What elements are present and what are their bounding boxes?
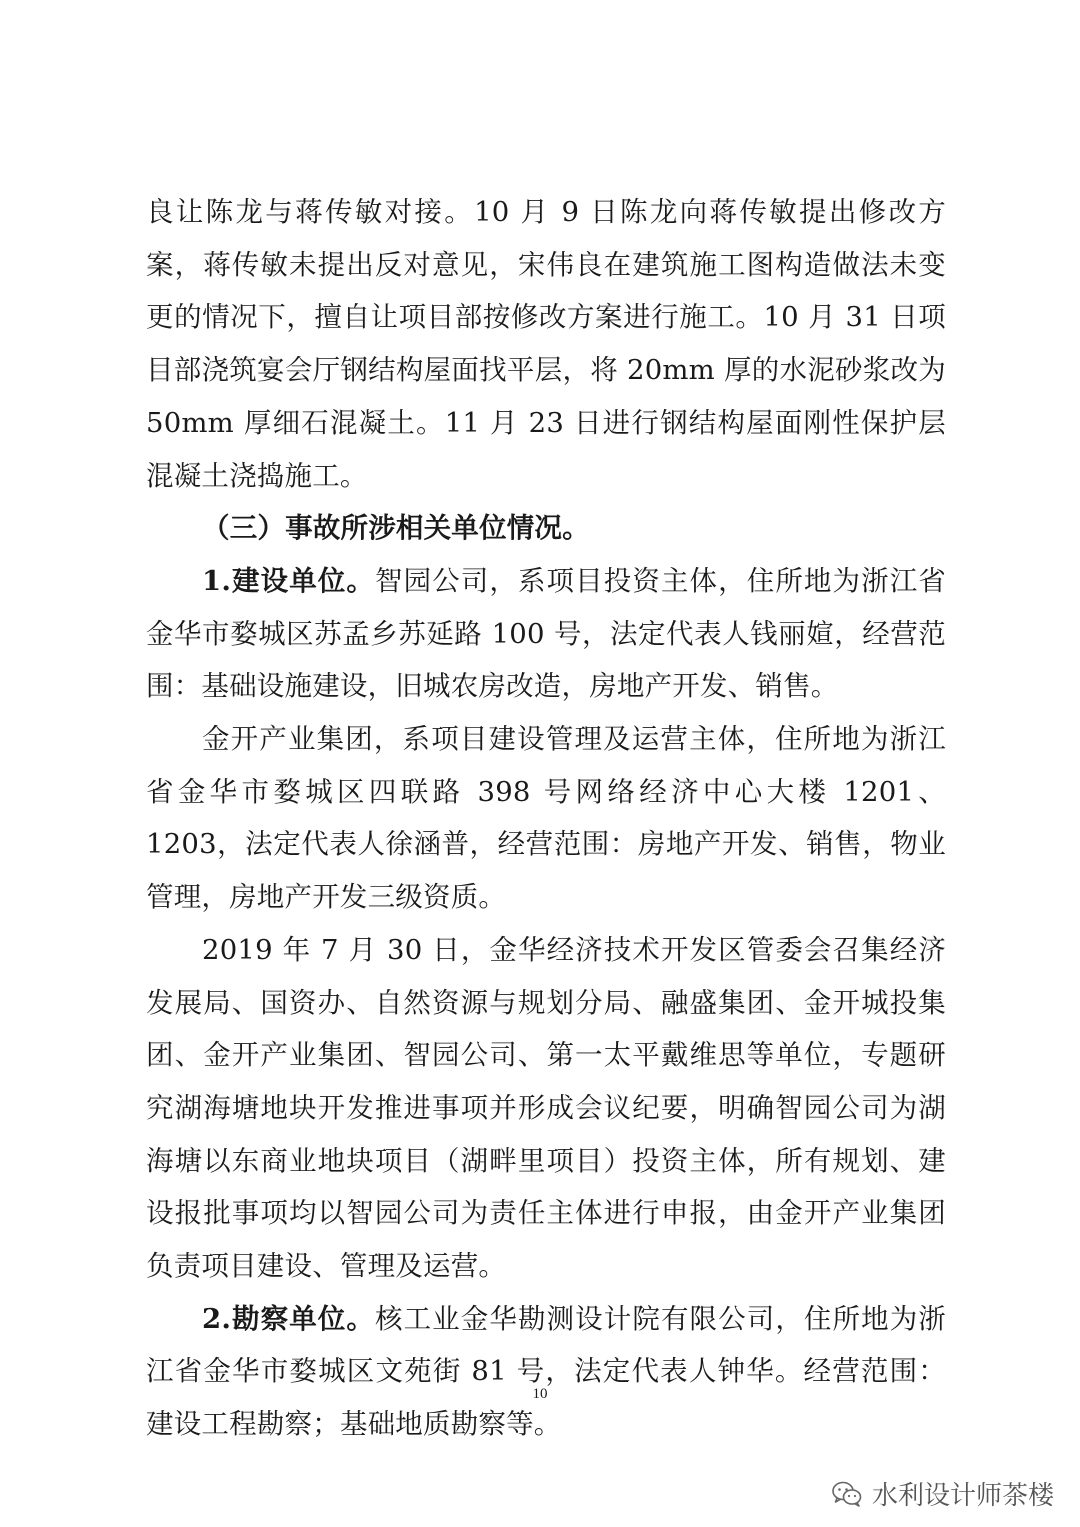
wechat-icon — [832, 1481, 862, 1507]
paragraph-lead: 1.建设单位。 — [202, 564, 375, 597]
paragraph-construction-unit — [146, 555, 946, 713]
section-heading: （三）事故所涉相关单位情况。 — [202, 512, 590, 545]
paragraph-jinkai-group: 金开产业集团，系项目建设管理及运营主体，住所地为浙江省金华市婺城区四联路 398 号网络经济中心大楼 1201、1203，法定代表人徐涵普，经营范围：房地产开发、销售，物业管理，房地产开发三级资质。 — [146, 723, 946, 914]
paragraph-survey-unit — [146, 1293, 946, 1451]
paragraph-text: 核工业金华勘测设计院有限公司，住所地为浙江省金华市婺城区文苑街 81 号，法定代表人钟华。经营范围：建设工程勘察；基础地质勘察等。 — [146, 1302, 946, 1441]
document-body — [146, 186, 946, 1451]
paragraph-lead: 2.勘察单位。 — [202, 1302, 375, 1335]
paragraph-continuation: 良让陈龙与蒋传敏对接。10 月 9 日陈龙向蒋传敏提出修改方案，蒋传敏未提出反对意见，宋伟良在建筑施工图构造做法未变更的情况下，擅自让项目部按修改方案进行施工。10 月 31 日项目部浇筑宴会厅钢结构屋面找平层，将 20mm 厚的水泥砂浆改为 50mm 厚细石混凝土。11 月 23 日进行钢结构屋面刚性保护层混凝土浇捣施工。 — [146, 196, 946, 492]
paragraph-text: 智园公司，系项目投资主体，住所地为浙江省金华市婺城区苏孟乡苏延路 100 号，法定代表人钱丽媗，经营范围：基础设施建设，旧城农房改造，房地产开发、销售。 — [146, 564, 946, 703]
watermark — [832, 1475, 1054, 1512]
paragraph-meeting: 2019 年 7 月 30 日，金华经济技术开发区管委会召集经济发展局、国资办、自然资源与规划分局、融盛集团、金开城投集团、金开产业集团、智园公司、第一太平戴维思等单位，专题研究湖海塘地块开发推进事项并形成会议纪要，明确智园公司为湖海塘以东商业地块项目（湖畔里项目）投资主体，所有规划、建设报批事项均以智园公司为责任主体进行申报，由金开产业集团负责项目建设、管理及运营。 — [146, 933, 946, 1283]
page-number: 10 — [532, 1386, 548, 1402]
watermark-text: 水利设计师茶楼 — [871, 1481, 1054, 1511]
